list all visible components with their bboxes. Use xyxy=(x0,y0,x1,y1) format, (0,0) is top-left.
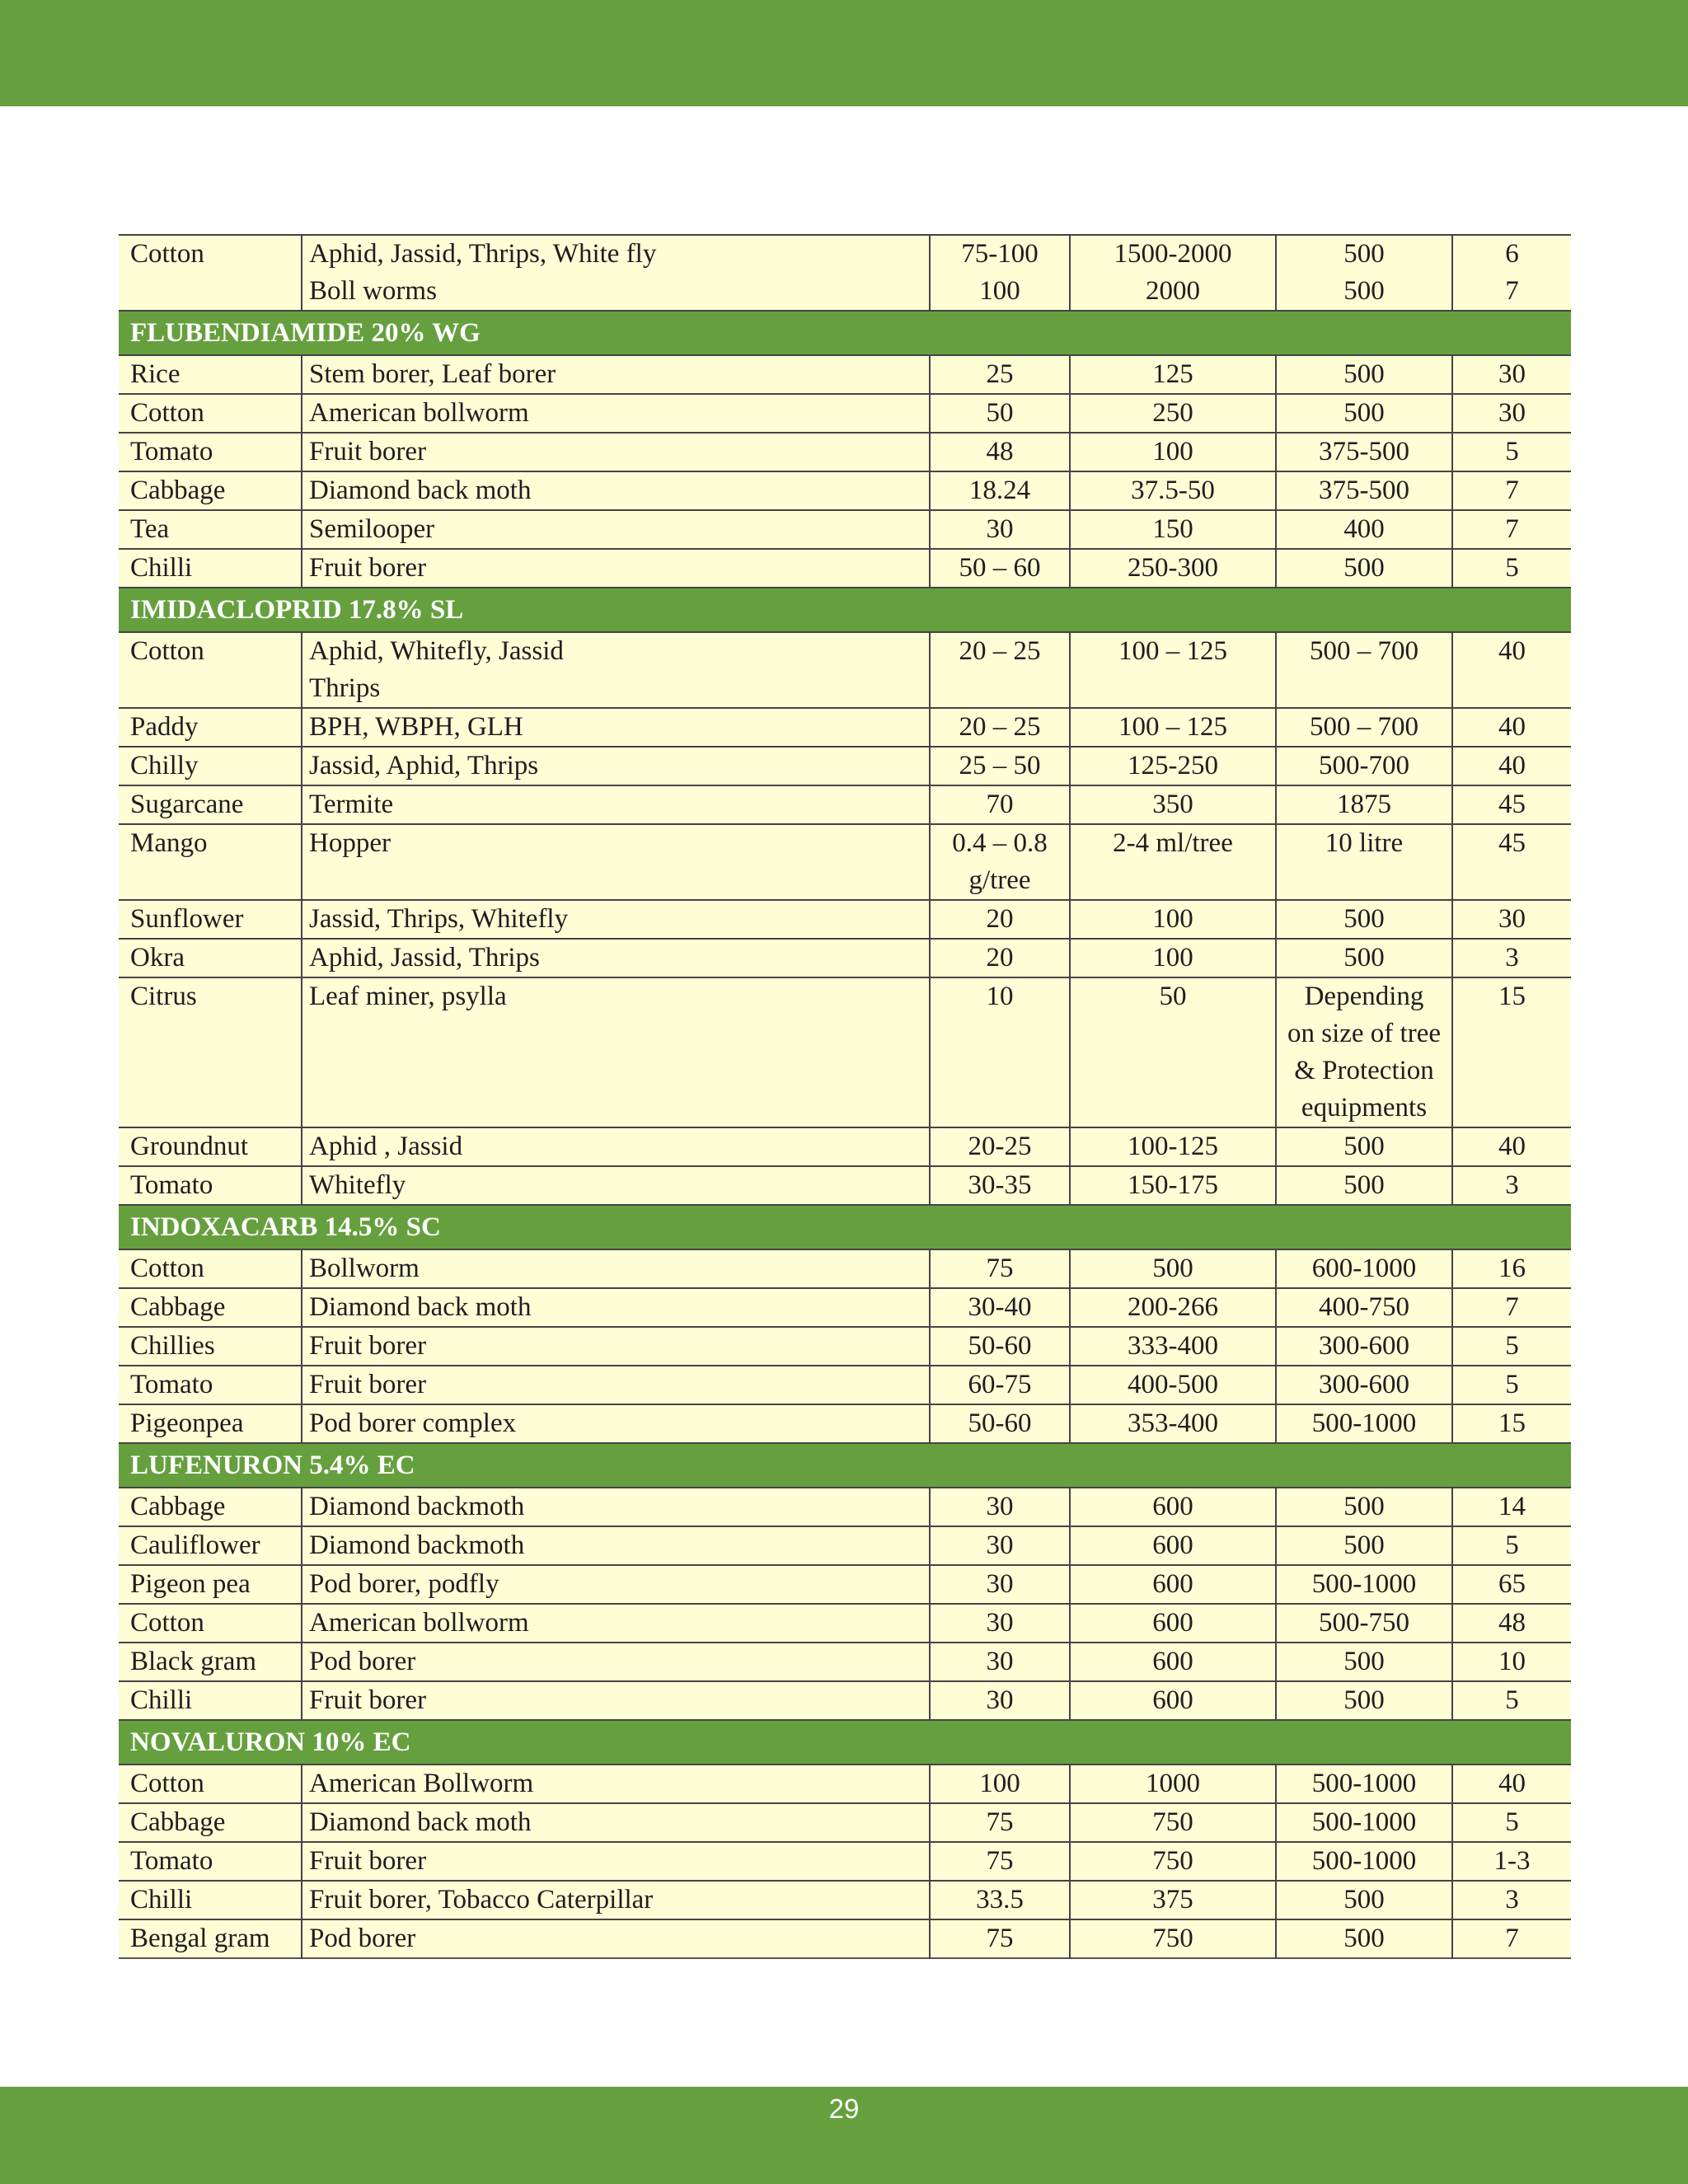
dose-ai-cell: 50 xyxy=(930,394,1070,433)
waiting-period-cell: 30 xyxy=(1452,355,1571,394)
pest-cell: Pod borer complex xyxy=(302,1404,930,1443)
table-row xyxy=(119,1681,1571,1720)
pest-cell: Stem borer, Leaf borer xyxy=(302,355,930,394)
dose-ai-cell: 30 xyxy=(930,1526,1070,1565)
table-row xyxy=(119,785,1571,824)
table-row xyxy=(119,708,1571,747)
crop-cell: Tomato xyxy=(119,433,302,471)
waiting-period-cell: 3 xyxy=(1452,939,1571,977)
waiting-period-cell: 16 xyxy=(1452,1249,1571,1288)
water-cell: 500 xyxy=(1276,1166,1452,1205)
table-row xyxy=(119,1127,1571,1166)
water-cell: 500 xyxy=(1276,549,1452,588)
waiting-period-cell: 5 xyxy=(1452,1681,1571,1720)
formulation-cell: 1500-2000 2000 xyxy=(1070,235,1276,311)
formulation-cell: 2-4 ml/tree xyxy=(1070,824,1276,900)
waiting-period-cell: 5 xyxy=(1452,1803,1571,1842)
dose-ai-cell: 10 xyxy=(930,977,1070,1127)
water-cell: 500-1000 xyxy=(1276,1765,1452,1803)
water-cell: 500-1000 xyxy=(1276,1565,1452,1604)
crop-cell: Tomato xyxy=(119,1842,302,1881)
dose-ai-cell: 20-25 xyxy=(930,1127,1070,1166)
crop-cell: Chilli xyxy=(119,1881,302,1919)
table-row xyxy=(119,1366,1571,1404)
waiting-period-cell: 30 xyxy=(1452,900,1571,939)
formulation-cell: 125-250 xyxy=(1070,747,1276,785)
water-cell: 500-1000 xyxy=(1276,1404,1452,1443)
crop-cell: Tomato xyxy=(119,1366,302,1404)
table-row xyxy=(119,1565,1571,1604)
crop-cell: Sugarcane xyxy=(119,785,302,824)
table-row xyxy=(119,1488,1571,1526)
section-heading: LUFENURON 5.4% EC xyxy=(119,1443,1571,1488)
pest-cell: Pod borer, podfly xyxy=(302,1565,930,1604)
waiting-period-cell: 5 xyxy=(1452,1526,1571,1565)
pest-cell: Fruit borer xyxy=(302,1366,930,1404)
dose-ai-cell: 70 xyxy=(930,785,1070,824)
waiting-period-cell: 7 xyxy=(1452,1288,1571,1327)
dose-ai-cell: 50-60 xyxy=(930,1404,1070,1443)
dose-ai-cell: 0.4 – 0.8 g/tree xyxy=(930,824,1070,900)
pest-cell: American bollworm xyxy=(302,394,930,433)
formulation-cell: 125 xyxy=(1070,355,1276,394)
waiting-period-cell: 6 7 xyxy=(1452,235,1571,311)
section-header-row xyxy=(119,1443,1571,1488)
formulation-cell: 750 xyxy=(1070,1803,1276,1842)
formulation-cell: 100-125 xyxy=(1070,1127,1276,1166)
pest-cell: Termite xyxy=(302,785,930,824)
table-row xyxy=(119,471,1571,510)
water-cell: 375-500 xyxy=(1276,471,1452,510)
table-row xyxy=(119,632,1571,708)
waiting-period-cell: 5 xyxy=(1452,1366,1571,1404)
pest-cell: Leaf miner, psylla xyxy=(302,977,930,1127)
water-cell: 10 litre xyxy=(1276,824,1452,900)
pest-cell: Fruit borer xyxy=(302,549,930,588)
dose-ai-cell: 50-60 xyxy=(930,1327,1070,1366)
waiting-period-cell: 3 xyxy=(1452,1881,1571,1919)
table-row xyxy=(119,355,1571,394)
water-cell: Depending on size of tree & Protection equipments xyxy=(1276,977,1452,1127)
water-cell: 500 xyxy=(1276,355,1452,394)
formulation-cell: 353-400 xyxy=(1070,1404,1276,1443)
crop-cell: Tomato xyxy=(119,1166,302,1205)
waiting-period-cell: 1-3 xyxy=(1452,1842,1571,1881)
water-cell: 500 – 700 xyxy=(1276,708,1452,747)
waiting-period-cell: 10 xyxy=(1452,1643,1571,1681)
pest-cell: Fruit borer xyxy=(302,1842,930,1881)
table-row xyxy=(119,1842,1571,1881)
water-cell: 375-500 xyxy=(1276,433,1452,471)
formulation-cell: 100 xyxy=(1070,433,1276,471)
formulation-cell: 150 xyxy=(1070,510,1276,549)
waiting-period-cell: 14 xyxy=(1452,1488,1571,1526)
dose-ai-cell: 30 xyxy=(930,1488,1070,1526)
crop-cell: Cotton xyxy=(119,394,302,433)
dose-ai-cell: 30 xyxy=(930,1565,1070,1604)
pest-cell: American Bollworm xyxy=(302,1765,930,1803)
waiting-period-cell: 30 xyxy=(1452,394,1571,433)
crop-cell: Chilli xyxy=(119,549,302,588)
crop-cell: Pigeon pea xyxy=(119,1565,302,1604)
dose-ai-cell: 60-75 xyxy=(930,1366,1070,1404)
pest-cell: Diamond back moth xyxy=(302,1803,930,1842)
table-body xyxy=(119,235,1571,1958)
formulation-cell: 500 xyxy=(1070,1249,1276,1288)
formulation-cell: 600 xyxy=(1070,1526,1276,1565)
dose-ai-cell: 20 xyxy=(930,900,1070,939)
crop-cell: Paddy xyxy=(119,708,302,747)
table-row xyxy=(119,1881,1571,1919)
water-cell: 600-1000 xyxy=(1276,1249,1452,1288)
crop-cell: Cotton xyxy=(119,1249,302,1288)
crop-cell: Groundnut xyxy=(119,1127,302,1166)
water-cell: 500 xyxy=(1276,1881,1452,1919)
crop-cell: Cabbage xyxy=(119,1803,302,1842)
water-cell: 500 xyxy=(1276,394,1452,433)
water-cell: 500 xyxy=(1276,1526,1452,1565)
pest-cell: American bollworm xyxy=(302,1604,930,1643)
waiting-period-cell: 7 xyxy=(1452,471,1571,510)
crop-cell: Tea xyxy=(119,510,302,549)
dose-ai-cell: 30 xyxy=(930,1604,1070,1643)
formulation-cell: 1000 xyxy=(1070,1765,1276,1803)
formulation-cell: 750 xyxy=(1070,1842,1276,1881)
dose-ai-cell: 75 xyxy=(930,1842,1070,1881)
dose-ai-cell: 30-35 xyxy=(930,1166,1070,1205)
waiting-period-cell: 40 xyxy=(1452,747,1571,785)
dose-ai-cell: 18.24 xyxy=(930,471,1070,510)
water-cell: 500 xyxy=(1276,1681,1452,1720)
table-row xyxy=(119,549,1571,588)
water-cell: 500-1000 xyxy=(1276,1842,1452,1881)
formulation-cell: 250 xyxy=(1070,394,1276,433)
water-cell: 500 – 700 xyxy=(1276,632,1452,708)
crop-cell: Bengal gram xyxy=(119,1919,302,1958)
formulation-cell: 600 xyxy=(1070,1565,1276,1604)
crop-cell: Cauliflower xyxy=(119,1526,302,1565)
crop-cell: Cotton xyxy=(119,1604,302,1643)
crop-cell: Cabbage xyxy=(119,471,302,510)
waiting-period-cell: 65 xyxy=(1452,1565,1571,1604)
section-heading: NOVALURON 10% EC xyxy=(119,1720,1571,1765)
dose-ai-cell: 25 xyxy=(930,355,1070,394)
crop-cell: Cotton xyxy=(119,632,302,708)
waiting-period-cell: 45 xyxy=(1452,785,1571,824)
pest-cell: Aphid, Whitefly, Jassid Thrips xyxy=(302,632,930,708)
dose-ai-cell: 50 – 60 xyxy=(930,549,1070,588)
waiting-period-cell: 15 xyxy=(1452,977,1571,1127)
dose-ai-cell: 20 – 25 xyxy=(930,708,1070,747)
water-cell: 400 xyxy=(1276,510,1452,549)
section-heading: FLUBENDIAMIDE 20% WG xyxy=(119,311,1571,355)
water-cell: 500-750 xyxy=(1276,1604,1452,1643)
formulation-cell: 400-500 xyxy=(1070,1366,1276,1404)
formulation-cell: 350 xyxy=(1070,785,1276,824)
crop-cell: Okra xyxy=(119,939,302,977)
section-header-row xyxy=(119,1205,1571,1249)
table-row xyxy=(119,939,1571,977)
table-row xyxy=(119,1288,1571,1327)
crop-cell: Cotton xyxy=(119,235,302,311)
table-row xyxy=(119,1604,1571,1643)
waiting-period-cell: 5 xyxy=(1452,433,1571,471)
dose-ai-cell: 30 xyxy=(930,1681,1070,1720)
formulation-cell: 100 xyxy=(1070,900,1276,939)
crop-cell: Chilli xyxy=(119,1681,302,1720)
table-row xyxy=(119,977,1571,1127)
dose-ai-cell: 20 – 25 xyxy=(930,632,1070,708)
dose-ai-cell: 75 xyxy=(930,1249,1070,1288)
water-cell: 500-1000 xyxy=(1276,1803,1452,1842)
table-row xyxy=(119,394,1571,433)
formulation-cell: 600 xyxy=(1070,1604,1276,1643)
waiting-period-cell: 7 xyxy=(1452,1919,1571,1958)
crop-cell: Sunflower xyxy=(119,900,302,939)
water-cell: 500-700 xyxy=(1276,747,1452,785)
water-cell: 500 xyxy=(1276,1919,1452,1958)
section-header-row xyxy=(119,588,1571,632)
formulation-cell: 250-300 xyxy=(1070,549,1276,588)
table-row xyxy=(119,1327,1571,1366)
crop-cell: Citrus xyxy=(119,977,302,1127)
waiting-period-cell: 40 xyxy=(1452,708,1571,747)
pest-cell: Diamond backmoth xyxy=(302,1526,930,1565)
table-row xyxy=(119,1643,1571,1681)
table-row xyxy=(119,747,1571,785)
table-row xyxy=(119,900,1571,939)
pest-cell: Bollworm xyxy=(302,1249,930,1288)
water-cell: 1875 xyxy=(1276,785,1452,824)
crop-cell: Pigeonpea xyxy=(119,1404,302,1443)
pest-cell: Diamond back moth xyxy=(302,1288,930,1327)
formulation-cell: 333-400 xyxy=(1070,1327,1276,1366)
formulation-cell: 600 xyxy=(1070,1681,1276,1720)
crop-cell: Cabbage xyxy=(119,1488,302,1526)
table-row xyxy=(119,1526,1571,1565)
waiting-period-cell: 15 xyxy=(1452,1404,1571,1443)
pest-cell: Diamond backmoth xyxy=(302,1488,930,1526)
water-cell: 500 xyxy=(1276,1488,1452,1526)
waiting-period-cell: 5 xyxy=(1452,549,1571,588)
waiting-period-cell: 48 xyxy=(1452,1604,1571,1643)
dose-ai-cell: 20 xyxy=(930,939,1070,977)
table-row xyxy=(119,1765,1571,1803)
pest-cell: Pod borer xyxy=(302,1919,930,1958)
table-row xyxy=(119,235,1571,311)
waiting-period-cell: 3 xyxy=(1452,1166,1571,1205)
table-row xyxy=(119,824,1571,900)
water-cell: 500 xyxy=(1276,1643,1452,1681)
waiting-period-cell: 40 xyxy=(1452,1765,1571,1803)
waiting-period-cell: 40 xyxy=(1452,632,1571,708)
pest-cell: Jassid, Thrips, Whitefly xyxy=(302,900,930,939)
water-cell: 300-600 xyxy=(1276,1327,1452,1366)
crop-cell: Cotton xyxy=(119,1765,302,1803)
section-header-row xyxy=(119,1720,1571,1765)
pest-cell: Whitefly xyxy=(302,1166,930,1205)
dose-ai-cell: 30 xyxy=(930,1643,1070,1681)
formulation-cell: 100 xyxy=(1070,939,1276,977)
dose-ai-cell: 75-100 100 xyxy=(930,235,1070,311)
pest-cell: Fruit borer xyxy=(302,1327,930,1366)
formulation-cell: 150-175 xyxy=(1070,1166,1276,1205)
dose-ai-cell: 48 xyxy=(930,433,1070,471)
header-band xyxy=(0,0,1688,106)
crop-cell: Cabbage xyxy=(119,1288,302,1327)
dose-ai-cell: 30-40 xyxy=(930,1288,1070,1327)
table-row xyxy=(119,1249,1571,1288)
table-row xyxy=(119,1803,1571,1842)
crop-cell: Black gram xyxy=(119,1643,302,1681)
formulation-cell: 200-266 xyxy=(1070,1288,1276,1327)
pest-cell: Diamond back moth xyxy=(302,471,930,510)
water-cell: 500 xyxy=(1276,900,1452,939)
formulation-cell: 600 xyxy=(1070,1643,1276,1681)
formulation-cell: 600 xyxy=(1070,1488,1276,1526)
water-cell: 300-600 xyxy=(1276,1366,1452,1404)
crop-cell: Mango xyxy=(119,824,302,900)
pest-cell: Fruit borer xyxy=(302,433,930,471)
formulation-cell: 37.5-50 xyxy=(1070,471,1276,510)
pest-cell: Pod borer xyxy=(302,1643,930,1681)
waiting-period-cell: 45 xyxy=(1452,824,1571,900)
crop-cell: Rice xyxy=(119,355,302,394)
formulation-cell: 50 xyxy=(1070,977,1276,1127)
table-row xyxy=(119,433,1571,471)
water-cell: 500 500 xyxy=(1276,235,1452,311)
water-cell: 400-750 xyxy=(1276,1288,1452,1327)
section-header-row xyxy=(119,311,1571,355)
dose-ai-cell: 30 xyxy=(930,510,1070,549)
formulation-cell: 100 – 125 xyxy=(1070,708,1276,747)
crop-cell: Chillies xyxy=(119,1327,302,1366)
dose-ai-cell: 33.5 xyxy=(930,1881,1070,1919)
pest-cell: Aphid , Jassid xyxy=(302,1127,930,1166)
pesticide-table xyxy=(119,234,1571,1959)
pest-cell: Jassid, Aphid, Thrips xyxy=(302,747,930,785)
dose-ai-cell: 25 – 50 xyxy=(930,747,1070,785)
table-row xyxy=(119,1166,1571,1205)
water-cell: 500 xyxy=(1276,1127,1452,1166)
pest-cell: Aphid, Jassid, Thrips xyxy=(302,939,930,977)
formulation-cell: 375 xyxy=(1070,1881,1276,1919)
pest-cell: BPH, WBPH, GLH xyxy=(302,708,930,747)
dose-ai-cell: 75 xyxy=(930,1919,1070,1958)
table-row xyxy=(119,1919,1571,1958)
pest-cell: Hopper xyxy=(302,824,930,900)
formulation-cell: 100 – 125 xyxy=(1070,632,1276,708)
formulation-cell: 750 xyxy=(1070,1919,1276,1958)
pest-cell: Fruit borer xyxy=(302,1681,930,1720)
table-row xyxy=(119,1404,1571,1443)
table-row xyxy=(119,510,1571,549)
water-cell: 500 xyxy=(1276,939,1452,977)
waiting-period-cell: 40 xyxy=(1452,1127,1571,1166)
pest-cell: Semilooper xyxy=(302,510,930,549)
section-heading: INDOXACARB 14.5% SC xyxy=(119,1205,1571,1249)
crop-cell: Chilly xyxy=(119,747,302,785)
pest-cell: Fruit borer, Tobacco Caterpillar xyxy=(302,1881,930,1919)
waiting-period-cell: 5 xyxy=(1452,1327,1571,1366)
waiting-period-cell: 7 xyxy=(1452,510,1571,549)
page-number: 29 xyxy=(828,2093,860,2124)
pest-cell: Aphid, Jassid, Thrips, White fly Boll worms xyxy=(302,235,930,311)
dose-ai-cell: 100 xyxy=(930,1765,1070,1803)
dose-ai-cell: 75 xyxy=(930,1803,1070,1842)
section-heading: IMIDACLOPRID 17.8% SL xyxy=(119,588,1571,632)
